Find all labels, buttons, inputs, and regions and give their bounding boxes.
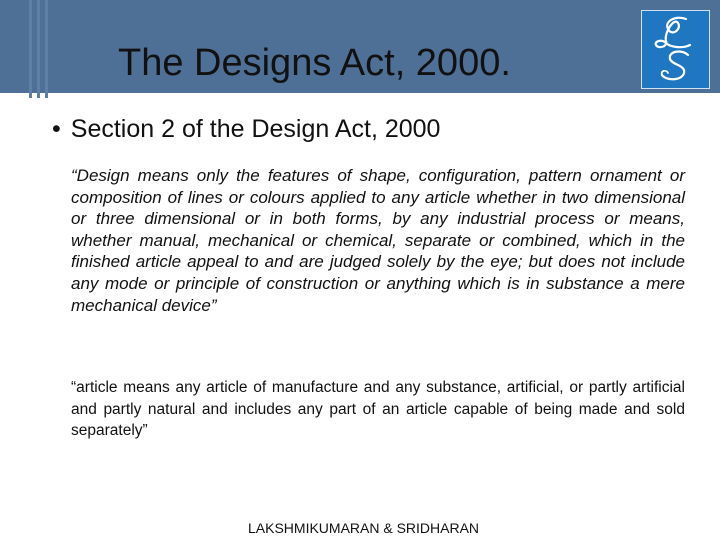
decorative-bar xyxy=(45,0,48,98)
decorative-bars xyxy=(29,0,57,98)
slide-title: The Designs Act, 2000. xyxy=(118,42,511,84)
footer-firm-name: LAKSHMIKUMARAN & SRIDHARAN xyxy=(248,520,480,536)
article-definition: “article means any article of manufacture and any substance, artificial, or partly artificial and partly natural and includes any part of an article capable of being made and sold separately” xyxy=(71,379,685,440)
decorative-bar xyxy=(29,0,32,98)
design-definition: “Design means only the features of shape, configuration, pattern ornament or composition of lines or colours applied to any article whether in two dimensional or three dimensional or in both forms, by any industrial process or means, whether manual, mechanical or chemical, separate or combined, which in the finished article appeal to and are judged solely by the eye; but does not include any mode or principle of construction or anything which is in substance a mere mechanical device” xyxy=(71,166,685,315)
ls-monogram-logo-icon xyxy=(641,10,710,89)
section-heading-text: Section 2 of the Design Act, 2000 xyxy=(70,115,441,143)
ls-monogram-logo xyxy=(642,11,709,88)
decorative-bar xyxy=(37,0,40,98)
section-heading xyxy=(52,115,440,144)
bullet-icon: • xyxy=(52,115,61,143)
